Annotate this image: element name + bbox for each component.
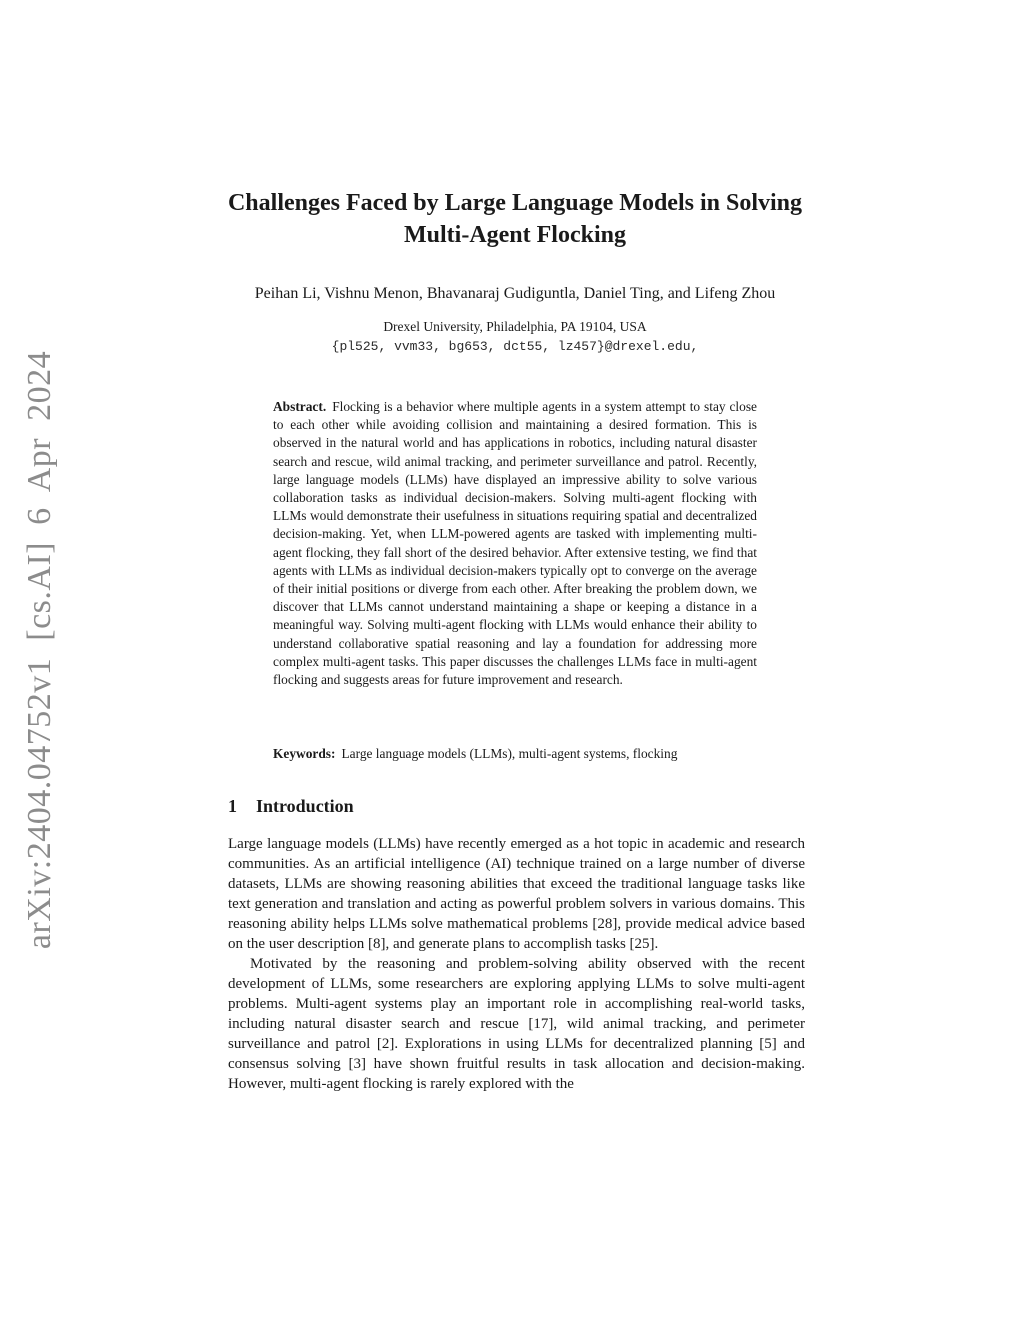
author-list: Peihan Li, Vishnu Menon, Bhavanaraj Gudiguntla, Daniel Ting, and Lifeng Zhou [254,285,776,302]
abstract [273,398,757,689]
arxiv-stamp: arXiv:2404.04752v1 [cs.AI] 6 Apr 2024 [21,350,58,950]
keywords-text: Large language models (LLMs), multi-agent systems, flocking [341,746,678,761]
paragraph: Large language models (LLMs) have recently emerged as a hot topic in academic and research communities. As an artificial intelligence (AI) technique trained on a large number of diverse datasets, LLMs are showing reasoning abilities that exceed the traditional language tasks like text generation and translation and acting as powerful problem solvers in various domains. This reasoning ability helps LLMs solve mathematical problems [28], provide medical advice based on the user description [8], and generate plans to accomplish tasks [25]. [228,836,805,952]
paper-title [200,187,830,251]
section-heading [228,794,354,818]
abstract-label: Abstract. [273,399,327,414]
introduction-body [228,834,805,1094]
paper-title-line-2: Multi-Agent Flocking [404,222,626,248]
paragraph: Motivated by the reasoning and problem-solving ability observed with the recent development of LLMs, some researchers are exploring applying LLMs to solve multi-agent problems. Multi-agent systems play an important role in accomplishing real-world tasks, including natural disaster search and rescue [17], wild animal tracking, and perimeter surveillance and patrol [2]. Explorations in using LLMs for decentralized planning [5] and consensus solving [3] have shown fruitful results in task allocation and decision-making. However, multi-agent flocking is rarely explored with the [228,956,805,1092]
abstract-text: Flocking is a behavior where multiple agents in a system attempt to stay close to each other while avoiding collision and maintaining a desired formation. This is observed in the natural world and has applications in robotics, including natural disaster search and rescue, wild animal tracking, and perimeter surveillance and patrol. Recently, large language models (LLMs) have displayed an impressive ability to solve various collaboration tasks as individual decision-makers. Solving multi-agent flocking with LLMs would demonstrate their usefulness in situations requiring spatial and decentralized decision-making. Yet, when LLM-powered agents are tasked with implementing multi-agent flocking, they fall short of the desired behavior. After extensive testing, we find that agents with LLMs as individual decision-makers typically opt to converge on the average of their initial positions or diverge from each other. After breaking the problem down, we discover that LLMs cannot understand maintaining a shape or keeping a distance in a meaningful way. Solving multi-agent flocking with LLMs would enhance their ability to understand collaborative spatial reasoning and lay a foundation for addressing more complex multi-agent tasks. This paper discusses the challenges LLMs face in multi-agent flocking and suggests areas for future improvement and research. [273,399,757,688]
affiliation: Drexel University, Philadelphia, PA 19104, USA [383,319,647,334]
section-title: Introduction [256,796,354,816]
keywords-label: Keywords: [273,746,336,761]
author-emails: {pl525, vvm33, bg653, dct55, lz457}@drexel.edu, [331,339,699,354]
paper-title-line-1: Challenges Faced by Large Language Models in Solving [227,190,803,216]
keywords [273,745,757,763]
section-number: 1 [228,796,237,816]
